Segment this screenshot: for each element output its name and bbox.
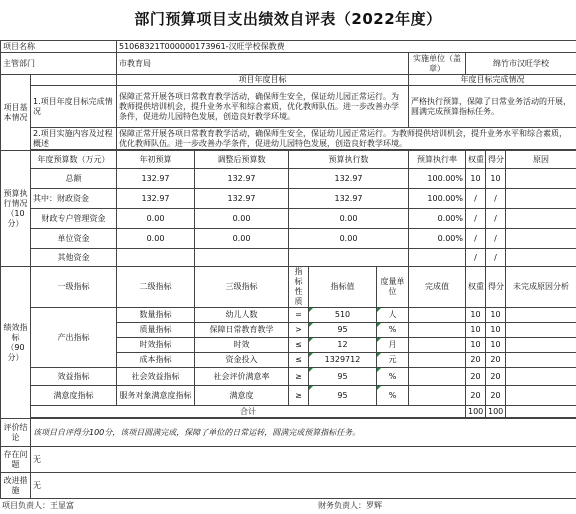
conclusion-text: 该项目自评得分100分，该项目圆满完成，保障了单位的日常运转，圆满完成预算指标任务。: [31, 419, 576, 447]
goal-text: 保障正常开展各项日常教育教学活动，确保师生安全，保证幼儿园正常运行。为教师提供培训机会，提升业务水平和综合素质，优化教师队伍。进一步改善办学条件，促进幼儿园特色发展，创造良好教学环境。: [117, 86, 409, 128]
output-label: 产出指标: [31, 308, 117, 368]
perf-row: 满意度指标 服务对象满意度指标 满意度 ≥ 95 % 20 20: [1, 386, 576, 406]
total-row: [1, 406, 576, 418]
perf-header-cell: 完成值: [409, 267, 466, 308]
impl-unit-value: 绵竹市汉旺学校: [466, 53, 576, 75]
goal-header-row: [1, 75, 576, 86]
perf-header-cell: 二级指标: [117, 267, 195, 308]
project-leader: 项目负责人：王显富: [2, 501, 74, 510]
perf-row: 质量指标 保障日常教育教学 > 95 % 10 10: [1, 323, 576, 338]
project-name-label: 项目名称: [1, 41, 117, 53]
budget-header-cell: 年度预算数（万元）: [31, 151, 117, 169]
goal-row-label: 1.项目年度目标完成情况: [31, 86, 117, 128]
impl-text: 保障正常开展各项日常教育教学活动，确保师生安全，保证幼儿园正常运行。为教师提供培训机会，提升业务水平和综合素质，优化教师队伍。进一步改善办学条件，促进幼儿园特色发展，创造良好教学环境。: [117, 128, 576, 150]
goal-header: 项目年度目标: [117, 75, 409, 86]
perf-row: 产出指标 数量指标 幼儿人数 = 510 人 10 10: [1, 308, 576, 323]
budget-header-cell: 预算执行数: [289, 151, 409, 169]
budget-header-cell: 预算执行率: [409, 151, 466, 169]
benefit-label: 效益指标: [31, 368, 117, 386]
evaluation-table: [0, 40, 576, 499]
perf-header-cell: 未完成原因分析: [506, 267, 576, 308]
problems-text: 无: [31, 447, 576, 473]
perf-section-label: 绩效指标（90分）: [1, 267, 31, 419]
dept-label: 主管部门: [1, 53, 117, 75]
impl-row: [1, 128, 576, 150]
perf-header-cell: 一级指标: [31, 267, 117, 308]
perf-header-cell: 得分: [486, 267, 506, 308]
satisfaction-label: 满意度指标: [31, 386, 117, 406]
problems-label: 存在问题: [1, 447, 31, 473]
perf-row: 时效指标 时效 ≤ 12 月 10 10: [1, 338, 576, 353]
measures-text: 无: [31, 473, 576, 499]
dept-value: 市教育局: [117, 53, 409, 75]
budget-row: 总额 132.97 132.97 132.97 100.00% 10 10: [1, 169, 576, 189]
total-score: 100: [486, 406, 506, 418]
budget-header-cell: 年初预算: [117, 151, 195, 169]
budget-row: 其中：财政资金 132.97 132.97 132.97 100.00% / /: [1, 189, 576, 209]
measures-row: [1, 473, 576, 499]
budget-header-cell: 权重: [466, 151, 486, 169]
budget-header-cell: 调整后预算数: [195, 151, 289, 169]
budget-row: 财政专户管理资金 0.00 0.00 0.00 0.00% / /: [1, 209, 576, 229]
total-label: 合计: [31, 406, 466, 418]
budget-row: 单位资金 0.00 0.00 0.00 0.00% / /: [1, 229, 576, 249]
finance-leader: 财务负责人：罗辉: [318, 501, 382, 510]
measures-label: 改进措施: [1, 473, 31, 499]
perf-header-row: [1, 267, 576, 308]
goal-done-header: 年度目标完成情况: [409, 75, 576, 86]
perf-header-cell: 三级指标: [195, 267, 289, 308]
perf-header-cell: 指标值: [309, 267, 377, 308]
perf-row: 效益指标 社会效益指标 社会评价满意率 ≥ 95 % 20 20: [1, 368, 576, 386]
total-weight: 100: [466, 406, 486, 418]
project-name-value: 51068321T000000173961-汉旺学校保教费: [117, 41, 576, 53]
project-name-row: [1, 41, 576, 53]
impl-row-label: 2.项目实施内容及过程概述: [31, 128, 117, 150]
impl-unit-label: 实施单位（盖章）: [409, 53, 466, 75]
perf-header-cell: 度量单位: [377, 267, 409, 308]
budget-header-cell: 得分: [486, 151, 506, 169]
problems-row: [1, 447, 576, 473]
budget-row: 其他资金 / /: [1, 249, 576, 267]
perf-header-cell: 权重: [466, 267, 486, 308]
dept-row: [1, 53, 576, 75]
goal-row: [1, 86, 576, 128]
perf-row: 成本指标 资金投入 ≤ 1329712 元 20 20: [1, 353, 576, 368]
budget-header-row: [1, 151, 576, 169]
conclusion-row: [1, 419, 576, 447]
page-title: 部门预算项目支出绩效自评表（2022年度）: [134, 10, 442, 28]
perf-header-cell: 指标性质: [289, 267, 309, 308]
budget-section-label: 预算执行情况（10分）: [1, 151, 31, 267]
conclusion-label: 评价结论: [1, 419, 31, 447]
goal-done-text: 严格执行预算，保障了日常业务活动的开展，圆满完成预算指标任务。: [409, 86, 576, 128]
basic-label: 项目基本情况: [1, 75, 31, 151]
budget-header-cell: 原因: [506, 151, 576, 169]
